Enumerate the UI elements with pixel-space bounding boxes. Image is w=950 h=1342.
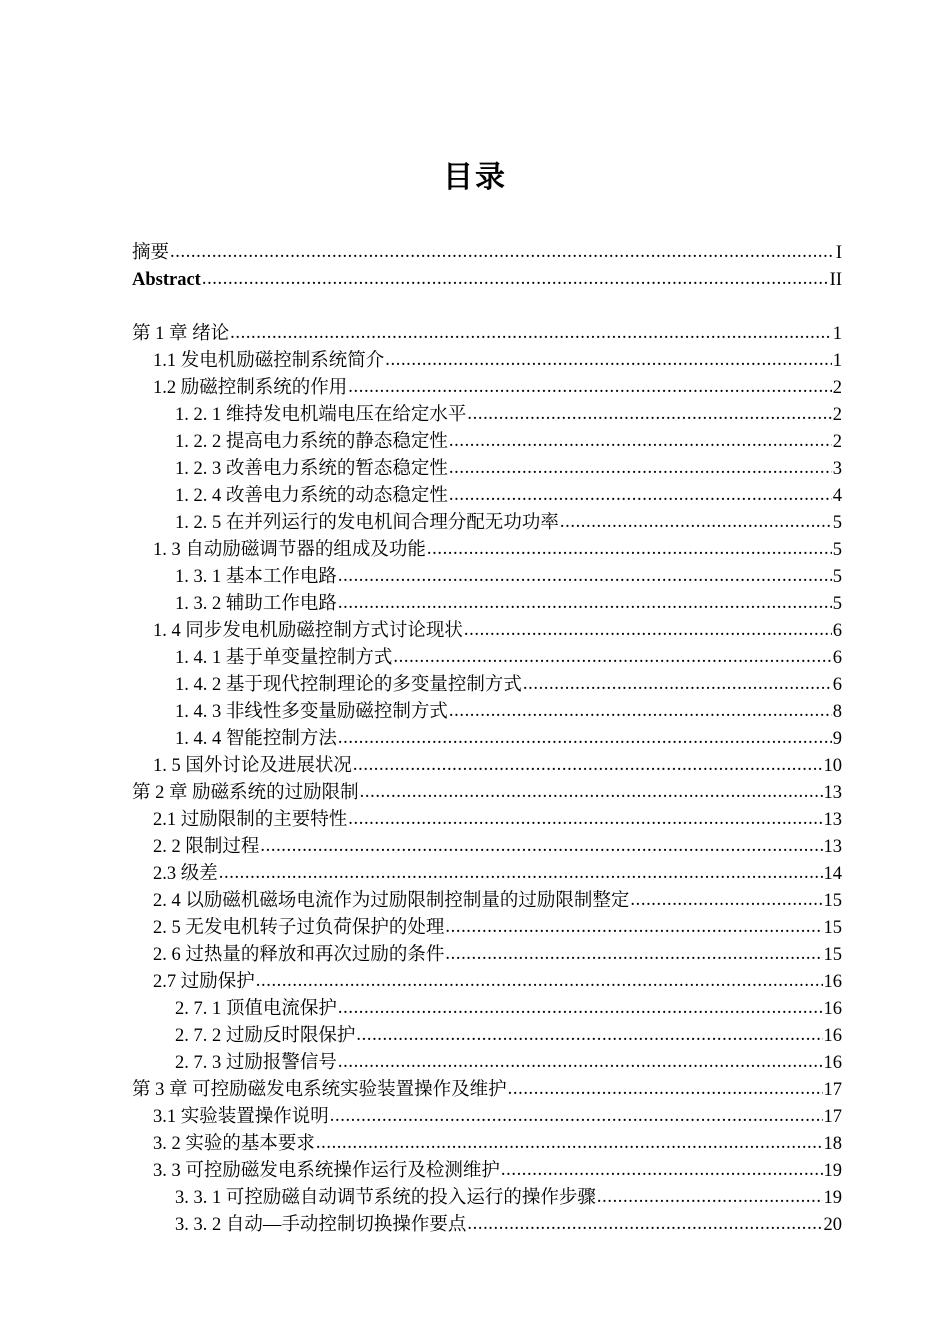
- toc-dot-leader: [338, 995, 823, 1022]
- toc-dot-leader: [427, 536, 832, 563]
- toc-dot-leader: [464, 617, 832, 644]
- table-of-contents: [132, 240, 842, 1239]
- toc-entry[interactable]: [132, 834, 842, 861]
- toc-entry-label: 1. 5 国外讨论及进展状况: [153, 756, 352, 776]
- toc-entry[interactable]: [132, 564, 842, 591]
- toc-entry[interactable]: [132, 645, 842, 672]
- toc-entry-page-number: 4: [832, 486, 842, 506]
- toc-entry[interactable]: [132, 591, 842, 618]
- toc-dot-leader: [467, 1211, 822, 1238]
- toc-dot-leader: [202, 266, 829, 293]
- toc-entry-label: 1.2 励磁控制系统的作用: [153, 378, 348, 398]
- toc-entry-label: 1.1 发电机励磁控制系统简介: [153, 351, 385, 371]
- toc-entry[interactable]: [132, 267, 842, 294]
- toc-entry-label: 2. 7. 2 过励反时限保护: [175, 1026, 356, 1046]
- toc-entry[interactable]: [132, 1185, 842, 1212]
- toc-entry-page-number: 16: [823, 972, 842, 992]
- toc-entry-label: 1. 3. 1 基本工作电路: [175, 567, 337, 587]
- toc-entry-label: 2. 2 限制过程: [153, 837, 260, 857]
- toc-dot-leader: [330, 1103, 823, 1130]
- toc-entry-page-number: 1: [832, 324, 842, 344]
- toc-entry-label: 1. 2. 2 提高电力系统的静态稳定性: [175, 432, 448, 452]
- toc-dot-leader: [170, 239, 835, 266]
- toc-entry[interactable]: [132, 780, 842, 807]
- toc-dot-leader: [360, 779, 823, 806]
- toc-dot-leader: [445, 941, 822, 968]
- toc-dot-leader: [467, 401, 831, 428]
- toc-entry-page-number: 10: [823, 756, 842, 776]
- toc-entry-page-number: 3: [832, 459, 842, 479]
- toc-entry-page-number: 5: [832, 594, 842, 614]
- toc-dot-leader: [501, 1157, 823, 1184]
- toc-dot-leader: [260, 833, 822, 860]
- toc-entry-page-number: 1: [832, 351, 842, 371]
- toc-dot-leader: [560, 509, 832, 536]
- toc-entry[interactable]: [132, 1023, 842, 1050]
- toc-entry[interactable]: [132, 1104, 842, 1131]
- toc-dot-leader: [348, 374, 831, 401]
- toc-entry[interactable]: [132, 672, 842, 699]
- toc-entry-page-number: 6: [832, 648, 842, 668]
- toc-dot-leader: [338, 590, 832, 617]
- toc-spacer: [132, 294, 842, 321]
- toc-entry-label: 1. 2. 4 改善电力系统的动态稳定性: [175, 486, 448, 506]
- toc-entry-page-number: 14: [823, 864, 842, 884]
- toc-entry-label: 2. 7. 1 顶值电流保护: [175, 999, 337, 1019]
- toc-dot-leader: [449, 698, 832, 725]
- toc-entry-label: 第 3 章 可控励磁发电系统实验装置操作及维护: [132, 1080, 507, 1100]
- toc-dot-leader: [338, 563, 832, 590]
- toc-dot-leader: [256, 968, 823, 995]
- toc-entry-label: 2.7 过励保护: [153, 972, 255, 992]
- toc-entry[interactable]: [132, 510, 842, 537]
- toc-dot-leader: [449, 482, 832, 509]
- toc-entry-label: 第 2 章 励磁系统的过励限制: [132, 783, 359, 803]
- toc-entry-page-number: 13: [823, 837, 842, 857]
- toc-entry-page-number: 6: [832, 621, 842, 641]
- toc-entry-page-number: 20: [823, 1215, 842, 1235]
- toc-entry-page-number: II: [829, 270, 842, 290]
- toc-entry-label: 1. 4. 3 非线性多变量励磁控制方式: [175, 702, 448, 722]
- toc-entry[interactable]: [132, 537, 842, 564]
- toc-entry[interactable]: [132, 753, 842, 780]
- toc-entry-label: 1. 2. 5 在并列运行的发电机间合理分配无功功率: [175, 513, 559, 533]
- toc-entry[interactable]: [132, 888, 842, 915]
- toc-entry-label: 1. 2. 3 改善电力系统的暂态稳定性: [175, 459, 448, 479]
- toc-entry-label: 2. 7. 3 过励报警信号: [175, 1053, 337, 1073]
- toc-entry-label: 3. 3. 1 可控励磁自动调节系统的投入运行的操作步骤: [175, 1188, 596, 1208]
- toc-entry[interactable]: [132, 1158, 842, 1185]
- toc-entry-label: 2. 4 以励磁机磁场电流作为过励限制控制量的过励限制整定: [153, 891, 630, 911]
- toc-entry-page-number: 15: [823, 891, 842, 911]
- toc-dot-leader: [449, 455, 832, 482]
- toc-entry-label: Abstract: [132, 270, 201, 290]
- toc-entry-page-number: 15: [823, 918, 842, 938]
- toc-dot-leader: [385, 347, 831, 374]
- toc-entry[interactable]: [132, 240, 842, 267]
- toc-entry-page-number: 16: [823, 1053, 842, 1073]
- toc-entry-page-number: I: [835, 243, 842, 263]
- toc-dot-leader: [230, 320, 832, 347]
- toc-entry-label: 3.1 实验装置操作说明: [153, 1107, 329, 1127]
- toc-entry[interactable]: [132, 942, 842, 969]
- toc-dot-leader: [508, 1076, 823, 1103]
- toc-dot-leader: [316, 1130, 823, 1157]
- toc-entry[interactable]: [132, 321, 842, 348]
- toc-entry-page-number: 18: [823, 1134, 842, 1154]
- toc-entry-label: 1. 3 自动励磁调节器的组成及功能: [153, 540, 426, 560]
- toc-entry[interactable]: [132, 1050, 842, 1077]
- toc-dot-leader: [356, 1022, 822, 1049]
- toc-entry-page-number: 5: [832, 540, 842, 560]
- toc-entry-label: 3. 3. 2 自动—手动控制切换操作要点: [175, 1215, 467, 1235]
- toc-dot-leader: [338, 725, 832, 752]
- toc-entry[interactable]: [132, 699, 842, 726]
- toc-entry-label: 1. 4. 4 智能控制方法: [175, 729, 337, 749]
- toc-entry[interactable]: [132, 969, 842, 996]
- toc-entry-page-number: 9: [832, 729, 842, 749]
- toc-dot-leader: [597, 1184, 823, 1211]
- toc-entry-page-number: 2: [832, 432, 842, 452]
- toc-entry-page-number: 6: [832, 675, 842, 695]
- toc-entry[interactable]: [132, 726, 842, 753]
- toc-entry-page-number: 13: [823, 810, 842, 830]
- toc-entry[interactable]: [132, 996, 842, 1023]
- toc-dot-leader: [523, 671, 832, 698]
- toc-entry-label: 1. 2. 1 维持发电机端电压在给定水平: [175, 405, 467, 425]
- toc-entry-label: 1. 3. 2 辅助工作电路: [175, 594, 337, 614]
- toc-entry-page-number: 16: [823, 999, 842, 1019]
- toc-dot-leader: [348, 806, 822, 833]
- toc-entry[interactable]: [132, 348, 842, 375]
- toc-entry-label: 1. 4. 2 基于现代控制理论的多变量控制方式: [175, 675, 522, 695]
- toc-dot-leader: [630, 887, 822, 914]
- toc-entry-page-number: 19: [823, 1188, 842, 1208]
- toc-dot-leader: [449, 428, 832, 455]
- toc-entry[interactable]: [132, 915, 842, 942]
- toc-entry[interactable]: [132, 375, 842, 402]
- toc-entry-page-number: 17: [823, 1080, 842, 1100]
- toc-entry-page-number: 2: [832, 405, 842, 425]
- toc-entry-page-number: 5: [832, 513, 842, 533]
- toc-entry[interactable]: [132, 1131, 842, 1158]
- toc-entry-page-number: 19: [823, 1161, 842, 1181]
- toc-entry-label: 第 1 章 绪论: [132, 324, 230, 344]
- toc-entry-label: 2.1 过励限制的主要特性: [153, 810, 348, 830]
- toc-entry-label: 2. 6 过热量的释放和再次过励的条件: [153, 945, 445, 965]
- toc-entry[interactable]: [132, 861, 842, 888]
- toc-entry-label: 3. 3 可控励磁发电系统操作运行及检测维护: [153, 1161, 500, 1181]
- toc-dot-leader: [338, 1049, 823, 1076]
- toc-entry-label: 3. 2 实验的基本要求: [153, 1134, 315, 1154]
- toc-entry-label: 2. 5 无发电机转子过负荷保护的处理: [153, 918, 445, 938]
- toc-entry[interactable]: [132, 402, 842, 429]
- toc-entry[interactable]: [132, 456, 842, 483]
- toc-entry[interactable]: [132, 807, 842, 834]
- toc-entry-page-number: 16: [823, 1026, 842, 1046]
- toc-entry[interactable]: [132, 1212, 842, 1239]
- toc-entry-page-number: 15: [823, 945, 842, 965]
- toc-entry-label: 2.3 级差: [153, 864, 218, 884]
- toc-entry[interactable]: [132, 1077, 842, 1104]
- toc-entry-page-number: 8: [832, 702, 842, 722]
- toc-entry-page-number: 5: [832, 567, 842, 587]
- toc-entry-page-number: 17: [823, 1107, 842, 1127]
- toc-entry-label: 摘要: [132, 243, 170, 263]
- toc-title: 目录: [443, 160, 507, 195]
- toc-entry-page-number: 2: [832, 378, 842, 398]
- toc-dot-leader: [219, 860, 823, 887]
- toc-dot-leader: [393, 644, 831, 671]
- toc-dot-leader: [353, 752, 823, 779]
- toc-entry-label: 1. 4. 1 基于单变量控制方式: [175, 648, 393, 668]
- toc-entry-page-number: 13: [823, 783, 842, 803]
- toc-entry[interactable]: [132, 618, 842, 645]
- toc-entry[interactable]: [132, 429, 842, 456]
- toc-entry[interactable]: [132, 483, 842, 510]
- toc-entry-label: 1. 4 同步发电机励磁控制方式讨论现状: [153, 621, 463, 641]
- toc-dot-leader: [445, 914, 822, 941]
